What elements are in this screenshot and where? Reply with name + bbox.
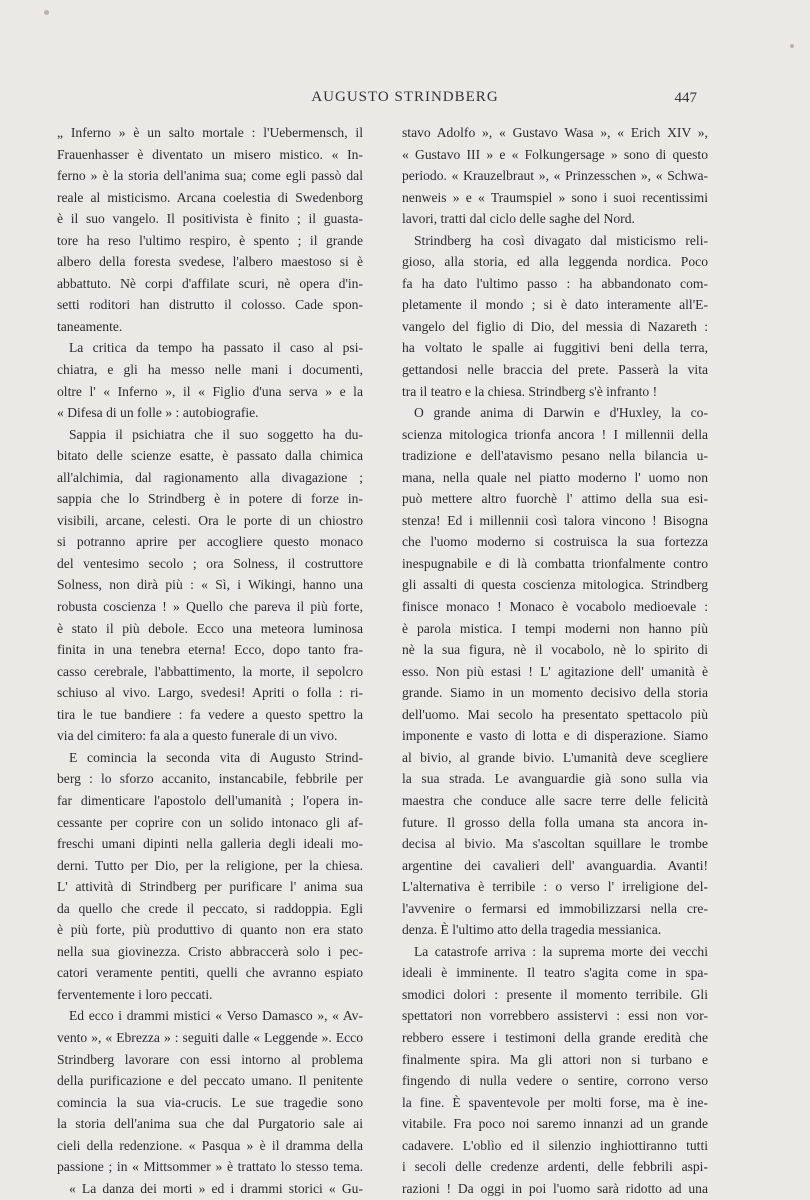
- text-line: far dimenticare l'apostolo dell'umanità ; l'opera in-: [57, 792, 363, 808]
- text-line: cessante per coprire con un solido intonaco gli af-: [57, 814, 363, 830]
- text-line: ideali è imminente. Il teatro s'agita come in spa-: [402, 965, 708, 981]
- text-line: « Difesa di un folle » : autobiografie.: [57, 405, 259, 421]
- text-line: stavo Adolfo », « Gustavo Wasa », « Erich XIV »,: [402, 125, 708, 140]
- text-line: La critica da tempo ha passato il caso al psi-: [69, 340, 363, 356]
- text-line: freschi umani dipinti nella galleria degli ideali mo-: [57, 836, 363, 852]
- text-line: argentine dei cavalieri dell' avanguardia. Avanti!: [402, 857, 708, 873]
- text-line: visibili, arcane, celesti. Ora le porte di un chiostro: [57, 512, 363, 528]
- text-line: fa ha dato l'ultimo passo : ha abbandonato com-: [402, 275, 708, 291]
- text-line: ha voltato le spalle ai fuggitivi beni della terra,: [402, 340, 708, 356]
- text-line: oltre l' « Inferno », il « Figlio d'una serva » e la: [57, 383, 363, 399]
- text-line: al bivio, al grande bivio. L'umanità deve scegliere: [402, 749, 708, 765]
- text-line: finalmente spira. Ma gli attori non si turbano e: [402, 1051, 708, 1067]
- text-line: bitato delle scienze esatte, è passato dalla chimica: [57, 448, 363, 464]
- text-line: spettatori non vorrebbero assistervi : essi non vor-: [402, 1008, 708, 1024]
- text-line: razioni ! Da oggi in poi l'uomo sarà ridotto ad una: [402, 1180, 708, 1196]
- text-line: dell'uomo. Mai secolo ha presentato spettacolo più: [402, 706, 708, 722]
- text-line: stenza! Ed i millennii così talora vincono ! Bisogna: [402, 512, 708, 528]
- text-line: setti roditori han distrutto il colosso. Cade spon-: [57, 297, 363, 313]
- text-line: gettandosi nelle braccia del prete. Passerà la vita: [402, 362, 708, 378]
- text-line: sappia che lo Strindberg è in potere di forze in-: [57, 491, 363, 507]
- text-line: è stato il più debole. Ecco una meteora luminosa: [57, 620, 363, 636]
- text-line: vento », « Ebrezza » : seguiti dalle « Leggende ». Ecco: [57, 1029, 363, 1045]
- text-line: albero della foresta svedese, l'albero maestoso si è: [57, 254, 363, 270]
- text-line: la storia dell'anima sua che dal Purgatorio sale ai: [57, 1116, 363, 1132]
- text-line: « La danza dei morti » ed i drammi storici « Gu-: [69, 1180, 363, 1196]
- text-line: all'alchimia, dal ragionamento alla divagazione ;: [57, 469, 363, 485]
- text-line: casso cerebrale, l'abbattimento, la morte, il sepolcro: [57, 663, 363, 679]
- text-line: tradizione e dell'atavismo pesano nella bilancia u-: [402, 448, 708, 464]
- text-line: nenweis » e « Traumspiel » sono i suoi recentissimi: [402, 189, 708, 205]
- text-line: gli assalti di questa coscienza mitologica. Strindberg: [402, 577, 708, 593]
- text-line: nella sua giovinezza. Cristo abbraccerà solo i pec-: [57, 943, 363, 959]
- text-line: del ventesimo secolo ; ora Solness, il costruttore: [57, 555, 363, 571]
- text-line: abbattuto. Nè corpi d'affilate scuri, nè opera d'in-: [57, 275, 363, 291]
- text-line: via del cimitero: fa ala a questo funerale di un vivo.: [57, 728, 338, 744]
- text-line: ferventemente i loro peccati.: [57, 986, 213, 1002]
- text-line: tra il teatro e la chiesa. Strindberg s'è infranto !: [402, 383, 658, 399]
- text-line: fingendo di nulla vedere o sentire, corrono verso: [402, 1073, 708, 1089]
- text-line: la sua strada. Le avanguardie già sono sulla via: [402, 771, 708, 787]
- text-line: grande. Siamo in un momento decisivo della storia: [402, 685, 708, 701]
- text-line: nè la sua figura, nè il vocabolo, nè lo spirito di: [402, 642, 708, 658]
- text-line: smodici dolori : presente il momento terribile. Gli: [402, 986, 708, 1002]
- text-line: scienza mitologica trionfa ancora ! I millennii della: [402, 426, 708, 442]
- text-line: tore ha reso l'ultimo respiro, è spento ; il grande: [57, 232, 363, 248]
- text-line: L' attività di Strindberg per purificare l' anima sua: [57, 879, 363, 895]
- text-line: taneamente.: [57, 318, 123, 334]
- text-line: Ed ecco i drammi mistici « Verso Damasco », « Av-: [69, 1008, 363, 1024]
- text-line: „ Inferno » è un salto mortale : l'Uebermensch, il: [57, 125, 363, 140]
- left-column: [57, 122, 363, 1199]
- text-line: inespugnabile e di là combatta trionfalmente contro: [402, 555, 708, 571]
- text-line: rebbero essere i testimoni della grande eredità che: [402, 1029, 708, 1045]
- text-line: vitabile. Fra poco noi saremo innanzi ad un grande: [402, 1116, 708, 1132]
- text-line: derni. Tutto per Dio, per la religione, per la chiesa.: [57, 857, 363, 873]
- text-line: denza. È l'ultimo atto della tragedia messianica.: [402, 922, 662, 938]
- text-line: E comincia la seconda vita di Augusto Strind-: [69, 749, 363, 765]
- text-line: da quello che crede il peccato, si raddoppia. Egli: [57, 900, 363, 916]
- text-line: cadavere. L'oblìo ed il silenzio inghiottiranno tutti: [402, 1137, 708, 1153]
- running-header-title: AUGUSTO STRINDBERG: [311, 89, 499, 105]
- text-line: finita in una tenebra eterna! Ecco, dopo tanto fra-: [57, 642, 363, 658]
- text-line: Strindberg lavorare con essi intorno al problema: [57, 1051, 363, 1067]
- text-line: la fine. È spaventevole per molti forse, ma è ine-: [402, 1094, 708, 1110]
- right-column: [402, 122, 708, 1199]
- text-line: Solness, non dirà più : « Sì, i Wikingi, hanno una: [57, 577, 363, 593]
- text-line: La catastrofe arriva : la suprema morte dei vecchi: [414, 943, 708, 959]
- text-line: comincia la sua via-crucis. Le sue tragedie sono: [57, 1094, 363, 1110]
- text-line: pletamente il mondo ; si è dato interamente all'E-: [402, 297, 708, 313]
- text-line: i secoli delle credenze ardenti, delle febbrili aspi-: [402, 1159, 708, 1175]
- text-line: L'alternativa è terribile : o verso l' irreligione del-: [402, 879, 708, 895]
- text-line: vangelo del figlio di Dio, del messia di Nazareth :: [402, 318, 708, 334]
- text-line: gioso, alla storia, ed alla leggenda nordica. Poco: [402, 254, 708, 270]
- text-line: Frauenhasser è diventato un misero mistico. « In-: [57, 146, 363, 162]
- text-line: è più forte, più produttivo di quanto non era stato: [57, 922, 363, 938]
- text-line: esso. Non più estasi ! L' agitazione dell' umanità è: [402, 663, 708, 679]
- text-line: cieli della redenzione. « Pasqua » è il dramma della: [57, 1137, 363, 1153]
- text-line: O grande anima di Darwin e d'Huxley, la co-: [414, 405, 708, 421]
- text-line: imponente e vasto di lotta e di disperazione. Siamo: [402, 728, 708, 744]
- text-line: mana, nella quale nel piatto moderno l' uomo non: [402, 469, 708, 485]
- paper-speck: [790, 44, 794, 48]
- text-line: finisce monaco ! Monaco è vocabolo medioevale :: [402, 599, 708, 615]
- text-line: ferno » è la storia dell'anima sua; come egli passò dal: [57, 168, 363, 184]
- text-line: berg : lo sforzo accanito, instancabile, febbrile per: [57, 771, 363, 787]
- text-line: passione ; in « Mittsommer » è trattato lo stesso tema.: [57, 1159, 363, 1175]
- text-line: che l'uomo moderno si costruisca la sua fortezza: [402, 534, 708, 550]
- text-line: chiatra, e gli ha messo nelle mani i documenti,: [57, 362, 363, 378]
- text-line: Sappia il psichiatra che il suo soggetto ha du-: [69, 426, 363, 442]
- text-line: « Gustavo III » e « Folkungersage » sono di questo: [402, 146, 708, 162]
- text-line: può mettere altro fuorchè l' attimo della sua esi-: [402, 491, 708, 507]
- text-line: robusta coscienza ! » Quello che pareva il più forte,: [57, 599, 363, 615]
- text-line: tira le tue bandiere : fa vedere a questo spettro la: [57, 706, 363, 722]
- text-line: periodo. « Krauzelbraut », « Prinzesschen », « Schwa-: [402, 168, 708, 184]
- text-line: future. Il grosso della folla umana sta ancora in-: [402, 814, 708, 830]
- text-line: schiuso al vivo. Largo, svedesi! Apriti o folla : ri-: [57, 685, 363, 701]
- paper-speck: [44, 10, 49, 15]
- text-line: reale al misticismo. Arcana coelestia di Swedenborg: [57, 189, 363, 205]
- text-line: maestra che conduce alle sacre terre delle felicità: [402, 792, 708, 808]
- text-line: lavori, tratti dal ciclo delle saghe del Nord.: [402, 211, 635, 227]
- text-line: catori veramente pentiti, quelli che avranno espiato: [57, 965, 363, 981]
- text-line: della purificazione e del peccato umano. Il penitente: [57, 1073, 363, 1089]
- text-line: l'avvenire o fermarsi ed immobilizzarsi nella cre-: [402, 900, 708, 916]
- text-line: è parola mistica. I tempi moderni non hanno più: [402, 620, 708, 636]
- page-number: 447: [674, 90, 697, 106]
- text-line: è il suo vangelo. Il positivista è finito ; il guasta-: [57, 211, 363, 227]
- text-line: si potranno aprire per accogliere questo monaco: [57, 534, 363, 550]
- text-line: decisa al bivio. Ma s'ascoltan squillare le trombe: [402, 836, 708, 852]
- text-line: Strindberg ha così divagato dal misticismo reli-: [414, 232, 708, 248]
